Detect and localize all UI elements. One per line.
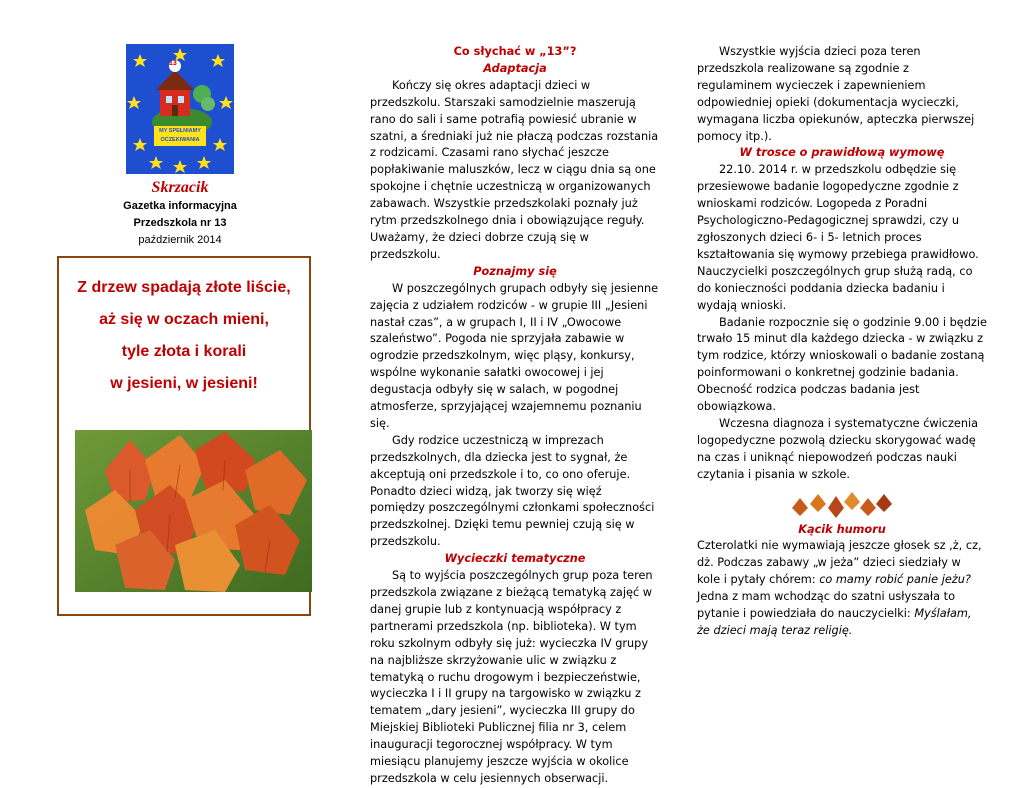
paragraph: [697, 538, 987, 589]
paragraph: [697, 589, 987, 640]
section-title-adaptacja: Adaptacja: [483, 61, 547, 75]
humor-answer: Myślałam, że dzieci mają teraz religię.: [697, 607, 972, 637]
logo-caption-line2: OCZEKIWANIA: [160, 137, 200, 143]
right-column: [697, 44, 987, 640]
kindergarten-logo: [126, 44, 234, 174]
newsletter-subtitle-1: Gazetka informacyjna: [123, 200, 237, 212]
masthead: [60, 178, 300, 249]
logo-badge: 13: [169, 60, 177, 67]
paragraph: Badanie rozpocznie się o godzinie 9.00 i będzie trwało 15 minut dla każdego dziecka - w związku z tym rodzice, którzy wnioskowali o badanie zostaną poinformowani o konkretnej godzinie badania. Obecność rodzica podczas badania jest obowiązkowa.: [697, 315, 987, 414]
humor-question: co mamy robić panie jeżu?: [819, 573, 971, 587]
paragraph: Wszystkie wyjścia dzieci poza teren przedszkola realizowane są zgodnie z regulaminem wycieczek i zapewnieniem odpowiedniej opieki (dokumentacja wycieczki, wymagana liczba opiekunów, apteczka pierwszej pomocy itp.).: [697, 45, 975, 143]
newsletter-date: październik 2014: [138, 234, 222, 246]
poem-line: tyle złota i korali: [121, 343, 247, 360]
section-title-humor: Kącik humoru: [798, 522, 886, 536]
paragraph: W poszczególnych grupach odbyły się jesienne zajęcia z udziałem rodziców - w grupie III „Jesieni nastał czas”, a w grupach I, II i IV „Owocowe szaleństwo”. Pogoda nie sprzyjała zabawie w ogrodzie przedszkolnym, więc pląsy, konkursy, wspólne wykonanie sałatki owocowej i jej degustacja odbyły się w salach, w pogodnej atmosferze, sprzyjającej wzajemnemu poznaniu się.: [370, 281, 659, 430]
paragraph: Wczesna diagnoza i systematyczne ćwiczenia logopedyczne pozwolą dziecku skorygować wadę na czas i uniknąć niepowodzeń podczas nauki czytania i pisania w szkole.: [697, 416, 979, 481]
humor-middle: Jedna z mam wchodząc do szatni usłyszała to pytanie i powiedziała do nauczycielki:: [697, 590, 955, 621]
poem: [59, 272, 309, 400]
poem-frame: [57, 256, 311, 616]
newsletter-title: Skrzacik: [151, 179, 209, 196]
autumn-leaves-photo: [75, 430, 312, 592]
section-title-poznajmy: Poznajmy się: [473, 264, 557, 278]
humor-intro: Czterolatki nie wymawiają jeszcze głosek sz ,ż, cz, dż. Podczas zabawy „w jeża” dzieci siedziały w kole i pytały chórem:: [697, 539, 982, 587]
logo-caption: [154, 127, 206, 145]
paragraph: [370, 568, 660, 788]
poem-line: w jesieni, w jesieni!: [110, 375, 258, 392]
news-heading: Co słychać w „13”?: [453, 45, 577, 58]
paragraph: Kończy się okres adaptacji dzieci w przedszkolu. Starszaki samodzielnie maszerują rano do sali i same potrafią powiesić ubranie w szatni, a średniaki już nie płaczą podczas rozstania z rodzicami. Czasami rano słychać jeszcze popłakiwanie maluszków, lecz w ciągu dnia są one spokojne i chętnie uczestniczą w organizowanych zabawach. Wszystkie przedszkolaki poznały już rytm przedszkolnego dnia i obowiązujące reguły. Uważamy, że dzieci dobrze czują się w przedszkolu.: [370, 78, 659, 261]
autumn-leaves-divider-icon: [697, 490, 987, 520]
poem-line: aż się w oczach mieni,: [99, 311, 269, 328]
logo-caption-line1: MY SPEŁNIAMY: [159, 128, 201, 134]
paragraph-text: Są to wyjścia poszczególnych grup poza teren przedszkola związane z bieżącą tematyką zajęć w danej grupie lub z kontynuacją współpracy z partnerami przedszkola (np. biblioteka). W tym roku szkolnym odbyły się już: wycieczka IV grupy na najbliższe skrzyżowanie ulic w związku z tematyką o ruchu drogowym i bezpieczeństwie, wycieczka I i II grupy na targowisko w związku z tematem „dary jesieni”, wycieczka III grupy do Miejskiej Biblioteki Publicznej filia nr 3, celem inauguracji tegorocznej współpracy. W tym miesiącu planujemy jeszcze wyjścia w okolice przedszkola w celu jesiennych obserwacji.: [370, 569, 653, 785]
newsletter-subtitle-2: Przedszkola nr 13: [133, 217, 227, 229]
section-title-wymowa: W trosce o prawidłową wymowę: [739, 146, 945, 160]
paragraph: 22.10. 2014 r. w przedszkolu odbędzie się przesiewowe badanie logopedyczne zgodnie z wnioskami rodziców. Logopeda z Poradni Psychologiczno-Pedagogicznej sprawdzi, czy u zgłoszonych dzieci 6- i 5- letnich proces kształtowania się wymowy przebiega prawidłowo. Nauczycielki poszczególnych grup służą radą, co do konieczności poddania dziecka badaniu i wydają wnioski.: [697, 163, 979, 312]
middle-column: [370, 44, 660, 788]
paragraph: Gdy rodzice uczestniczą w imprezach przedszkolnych, dla dziecka jest to sygnał, że akceptują oni przedszkole i to, co ono oferuje. Ponadto dzieci widzą, jak tworzy się więź pomiędzy poszczególnymi członkami społeczności przedszkolnej. Dzięki temu pewniej czują się w przedszkolu.: [370, 433, 655, 549]
poem-line: Z drzew spadają złote liście,: [77, 279, 291, 296]
section-title-wycieczki: Wycieczki tematyczne: [444, 552, 586, 566]
